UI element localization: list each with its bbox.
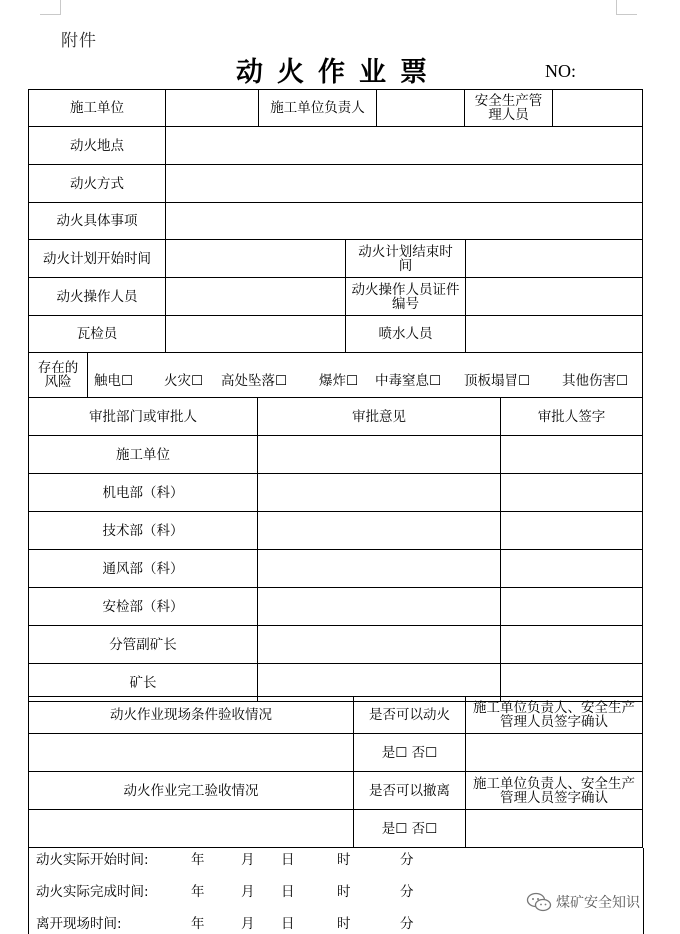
operator-cert-value[interactable] bbox=[465, 277, 643, 316]
location-label: 动火地点 bbox=[28, 126, 166, 165]
month-unit: 月 bbox=[241, 916, 255, 932]
approval-row-signature[interactable] bbox=[500, 435, 643, 474]
site-check-confirm-label: 施工单位负责人、安全生产管理人员签字确认 bbox=[465, 696, 643, 734]
can-fire-label: 是否可以动火 bbox=[353, 696, 466, 734]
operator-value[interactable] bbox=[165, 277, 346, 316]
approval-row-department: 通风部（科） bbox=[28, 549, 258, 588]
hour-unit: 时 bbox=[337, 916, 351, 932]
hour-unit: 时 bbox=[337, 852, 351, 868]
risk-explosion[interactable]: 爆炸☐ bbox=[319, 373, 359, 389]
crop-mark-top-left bbox=[40, 0, 61, 15]
approval-row-signature[interactable] bbox=[500, 549, 643, 588]
operator-label: 动火操作人员 bbox=[28, 277, 166, 316]
approval-header-opinion: 审批意见 bbox=[257, 397, 501, 436]
leave-site-label: 离开现场时间: bbox=[36, 916, 122, 932]
can-leave-yes-no[interactable]: 是☐ 否☐ bbox=[353, 809, 466, 848]
month-unit: 月 bbox=[241, 884, 255, 900]
minute-unit: 分 bbox=[400, 884, 414, 900]
year-unit: 年 bbox=[191, 884, 205, 900]
plan-start-value[interactable] bbox=[165, 239, 346, 278]
unit-leader-label: 施工单位负责人 bbox=[258, 89, 377, 127]
approval-row-signature[interactable] bbox=[500, 625, 643, 664]
site-check-label: 动火作业现场条件验收情况 bbox=[28, 696, 354, 734]
day-unit: 日 bbox=[281, 852, 295, 868]
risk-fall-from-height[interactable]: 高处坠落☐ bbox=[221, 373, 288, 389]
gas-inspector-label: 瓦检员 bbox=[28, 315, 166, 353]
page-title: 动火作业票 bbox=[236, 57, 441, 88]
approval-row-department: 机电部（科） bbox=[28, 473, 258, 512]
approval-row-opinion[interactable] bbox=[257, 435, 501, 474]
year-unit: 年 bbox=[191, 852, 205, 868]
crop-mark-top-right bbox=[616, 0, 637, 15]
watermark-text: 煤矿安全知识 bbox=[556, 895, 640, 911]
site-check-value[interactable] bbox=[28, 733, 354, 772]
approval-row-department: 技术部（科） bbox=[28, 511, 258, 550]
water-sprayer-label: 喷水人员 bbox=[345, 315, 466, 353]
gas-inspector-value[interactable] bbox=[165, 315, 346, 353]
wechat-icon bbox=[526, 892, 552, 912]
method-label: 动火方式 bbox=[28, 164, 166, 203]
hour-unit: 时 bbox=[337, 884, 351, 900]
actual-start-label: 动火实际开始时间: bbox=[36, 852, 149, 868]
left-border-line bbox=[28, 848, 29, 934]
month-unit: 月 bbox=[241, 852, 255, 868]
method-value[interactable] bbox=[165, 164, 643, 203]
can-fire-yes-no[interactable]: 是☐ 否☐ bbox=[353, 733, 466, 772]
risk-electric-shock[interactable]: 触电☐ bbox=[94, 373, 134, 389]
operator-cert-label: 动火操作人员证件编号 bbox=[345, 277, 466, 316]
completion-confirm-label: 施工单位负责人、安全生产管理人员签字确认 bbox=[465, 771, 643, 810]
details-value[interactable] bbox=[165, 202, 643, 240]
approval-row-department: 施工单位 bbox=[28, 435, 258, 474]
completion-check-label: 动火作业完工验收情况 bbox=[28, 771, 354, 810]
approval-row-opinion[interactable] bbox=[257, 625, 501, 664]
approval-row-opinion[interactable] bbox=[257, 473, 501, 512]
site-check-signature[interactable] bbox=[465, 733, 643, 772]
risk-poisoning[interactable]: 中毒窒息☐ bbox=[375, 373, 442, 389]
risk-fire[interactable]: 火灾☐ bbox=[164, 373, 204, 389]
risk-label: 存在的风险 bbox=[28, 352, 88, 398]
approval-header-signature: 审批人签字 bbox=[500, 397, 643, 436]
plan-end-value[interactable] bbox=[465, 239, 643, 278]
construction-unit-value[interactable] bbox=[165, 89, 259, 127]
day-unit: 日 bbox=[281, 884, 295, 900]
day-unit: 日 bbox=[281, 916, 295, 932]
number-label: NO: bbox=[545, 61, 576, 81]
completion-signature[interactable] bbox=[465, 809, 643, 848]
approval-row-signature[interactable] bbox=[500, 511, 643, 550]
location-value[interactable] bbox=[165, 126, 643, 165]
safety-manager-label: 安全生产管理人员 bbox=[464, 89, 553, 127]
minute-unit: 分 bbox=[400, 916, 414, 932]
safety-manager-value[interactable] bbox=[552, 89, 643, 127]
details-label: 动火具体事项 bbox=[28, 202, 166, 240]
water-sprayer-value[interactable] bbox=[465, 315, 643, 353]
attachment-label: 附件 bbox=[61, 31, 97, 51]
approval-row-signature[interactable] bbox=[500, 587, 643, 626]
risk-roof-collapse[interactable]: 顶板塌冒☐ bbox=[464, 373, 531, 389]
risk-other-injury[interactable]: 其他伤害☐ bbox=[562, 373, 629, 389]
approval-row-department: 分管副矿长 bbox=[28, 625, 258, 664]
approval-row-opinion[interactable] bbox=[257, 511, 501, 550]
completion-check-value[interactable] bbox=[28, 809, 354, 848]
minute-unit: 分 bbox=[400, 852, 414, 868]
right-border-line bbox=[643, 848, 644, 934]
approval-row-opinion[interactable] bbox=[257, 587, 501, 626]
plan-end-label: 动火计划结束时间 bbox=[345, 239, 466, 278]
can-leave-label: 是否可以撤离 bbox=[353, 771, 466, 810]
actual-end-label: 动火实际完成时间: bbox=[36, 884, 149, 900]
watermark bbox=[526, 892, 640, 912]
approval-header-department: 审批部门或审批人 bbox=[28, 397, 258, 436]
approval-row-department: 矿长 bbox=[28, 663, 258, 702]
year-unit: 年 bbox=[191, 916, 205, 932]
approval-row-opinion[interactable] bbox=[257, 549, 501, 588]
plan-start-label: 动火计划开始时间 bbox=[28, 239, 166, 278]
construction-unit-label: 施工单位 bbox=[28, 89, 166, 127]
approval-row-department: 安检部（科） bbox=[28, 587, 258, 626]
unit-leader-value[interactable] bbox=[376, 89, 465, 127]
approval-row-signature[interactable] bbox=[500, 473, 643, 512]
